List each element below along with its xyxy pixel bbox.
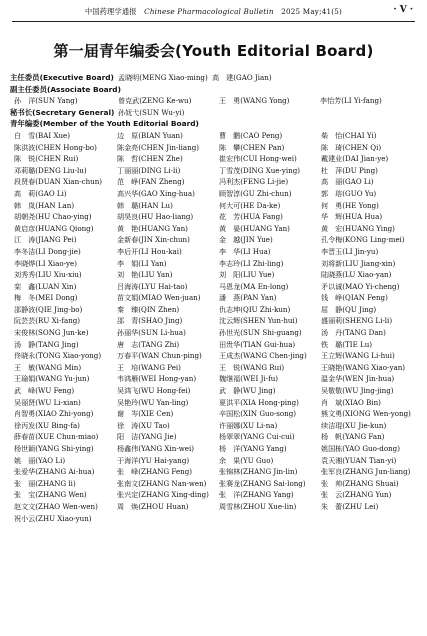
member-name: 田贵华(TIAN Gui-hua) [219,339,296,349]
member-name: 杨 帆(YANG Fan) [321,432,385,442]
member-name: 张爱华(ZHANG Ai-hua) [14,467,95,477]
member-name: 刘将新(LIU Jiang-xin) [321,258,396,268]
member-name: 辛国松(XIN Guo-song) [219,409,297,419]
member-name: 沈云辉(SHEN Yun-hui) [219,316,298,326]
member-row [14,362,424,374]
member-name: 武 静(WU Jing) [219,386,276,396]
member-name: 栾 鑫(LUAN Xin) [14,281,77,291]
member-name: 邵静波(QIE Jing-bo) [14,304,83,314]
member-name: 邵 青(SHAO Jing) [117,316,183,326]
chair-name: 高 建(GAO Jian) [212,73,272,82]
member-row [14,188,424,200]
member-name: 熊文勇(XIONG Wen-yong) [321,409,411,419]
member-name: 王 锐(WANG Rui) [219,362,285,372]
member-name: 陈 攀(CHEN Pan) [219,142,285,152]
member-name: 于海洋(YU Hai-yang) [117,455,190,465]
member-name: 张南文(ZHANG Nan-wen) [117,478,207,488]
member-name: 范 峥(FAN Zheng) [117,177,185,187]
member-name: 袁天湘(YUAN Tian-yi) [321,455,397,465]
member-name: 杨 洋(YANG Yang) [219,444,287,453]
member-name: 冯利杰(FENG Li-jie) [219,177,289,187]
chair-label: 主任委员(Executive Board) [10,73,114,82]
member-row [14,385,424,397]
member-name: 李志玲(LI Zhi-ling) [219,258,284,268]
member-name: 柴 怡(CHAI Yi) [321,130,377,140]
member-name: 梅 冬(MEI Dong) [14,293,78,303]
member-row [14,165,424,177]
member-name: 何 勇(HE Yong) [321,200,379,210]
member-row [14,304,424,316]
member-row [14,408,424,420]
member-row [14,478,424,490]
member-row [14,455,424,467]
member-name: 李冬洁(LI Dong-jie) [14,246,81,256]
member-row [14,234,424,246]
member-name: 陈 琦(CHEN Qi) [321,142,382,152]
member-name: 金 越(JIN Yue) [219,235,273,245]
board-list [10,72,424,524]
member-name: 阳 洁(YANG Jie) [117,432,177,442]
header-rule [12,21,415,22]
member-name: 杨翠翠(YANG Cui-cui) [219,432,295,442]
member-name: 黄 宏(HUANG Ying) [321,223,395,233]
member-row [14,397,424,409]
member-name: 王 培(WANG Pei) [117,362,181,372]
member-name: 孙丽华(SUN Li-hua) [117,328,186,338]
secretary-row [10,107,424,119]
member-row [14,315,424,327]
member-name: 孙世光(SUN Shi-guang) [219,328,302,338]
member-name: 张 帅(ZHANG Shuai) [321,478,399,488]
members-table [14,130,424,524]
member-name: 夏洪平(XIA Hong-ping) [219,397,299,407]
member-name: 李后开(LI Hou-kai) [117,246,182,256]
member-name: 刘 阳(LIU Yue) [219,270,275,280]
member-name: 吴敬敬(WU Jing-jing) [321,386,394,396]
member-name: 汤 静(TANG Jing) [14,339,79,349]
member-name: 黄启彦(HUANG Qiong) [14,223,94,233]
member-name: 胡朝尧(HU Chao-ying) [14,212,92,222]
member-name: 韩 岚(HAN Lan) [14,200,75,210]
member-name: 邓莉璐(DENG Liu-lu) [14,165,87,175]
member-name: 陆晓燕(LU Xiao-yan) [321,270,392,280]
member-name: 高 丽(GAO Li) [321,177,374,187]
member-name: 钱 峥(QIAN Feng) [321,293,388,303]
member-name: 姚国栋(YAO Guo-dong) [321,444,400,453]
member-name: 江 涛(JIANG Pei) [14,235,77,245]
member-name: 高兴华(GAO Xing-hua) [117,188,195,198]
member-row [14,153,424,165]
member-row [14,269,424,281]
member-row [14,489,424,501]
vice-chair-name: 曾克武(ZENG Ke-wu) [118,96,192,106]
member-name: 胡昊良(HU Hao-liang) [117,212,194,222]
member-name: 肖智勇(XIAO Zhi-yong) [14,409,94,419]
member-name: 韦鸿雁(WEI Hong-yan) [117,374,197,384]
member-name: 张 丽(ZHANG li) [14,478,76,488]
member-name: 肖 斌(XIAO Bin) [321,397,381,407]
vice-chair-label-row [10,84,424,96]
page-header [0,0,427,22]
journal-title-cn: 中国药理学通报 [84,7,137,16]
member-row [14,281,424,293]
secretary-name: 孙妩弋(SUN Wu-yi) [118,107,185,117]
member-row [14,223,424,235]
member-name: 陈金亮(CHEN Jin-liang) [117,142,200,152]
member-name: 黄 晏(HUANG Yan) [219,223,290,233]
member-name: 白 雪(BAI Xue) [14,130,71,140]
member-name: 张 峰(ZHANG Feng) [117,467,193,477]
member-name: 魏继福(WEI Ji-fu) [219,374,279,384]
member-row [14,292,424,304]
member-row [14,200,424,212]
member-name: 李晋玉(LI Jin-yu) [321,246,379,256]
member-row [14,501,424,513]
member-name: 丁雪茂(DING Xue-ying) [219,165,301,175]
member-name: 续洁琨(XU Jie-kun) [321,420,387,430]
member-name: 段贤春(DUAN Xian-chun) [14,177,103,187]
member-name: 陈洪波(CHEN Hong-bo) [14,142,97,152]
member-name: 武 峰(WU Feng) [14,386,75,396]
member-name: 黄 艳(HUANG Yan) [117,223,188,233]
member-name: 温金华(WEN Jin-hua) [321,374,395,384]
member-name: 王 敏(WANG Min) [14,362,82,372]
member-name: 崔宏伟(CUI Hong-wei) [219,154,297,164]
member-name: 王成杰(WANG Chen-jing) [219,351,307,361]
member-name: 张军良(ZHANG Jun-liang) [321,467,411,477]
member-name: 何大可(HE Da-ke) [219,200,281,210]
member-name: 秦 臻(QIN Zhen) [117,304,180,314]
member-name: 刘 艳(LIU Yan) [117,270,173,280]
member-name: 马恩龙(MA En-long) [219,281,289,291]
member-name: 韩 璐(HAN Lu) [117,200,173,210]
member-name: 矛以诚(MAO Yi-cheng) [321,281,400,291]
member-name: 张 云(ZHANG Yun) [321,490,392,500]
chair-name: 孟晓明(MENG Xiao-ming) [118,73,208,82]
member-name: 张兴定(ZHANG Xing-ding) [117,490,209,500]
member-name: 周雪林(ZHOU Xue-lin) [219,501,297,511]
member-name: 吴鸿飞(WU Hong-fei) [117,386,191,396]
secretary-label: 秘书长(Secretary General) [10,107,115,117]
member-name: 苗文娟(MIAO Wen-juan) [117,293,201,303]
member-row [14,443,424,455]
member-name: 杨世颖(YANG Shi-ying) [14,444,94,453]
member-name: 余 果(YU Guo) [219,455,274,465]
member-name: 张赛龙(ZHANG Sai-long) [219,478,306,488]
member-row [14,420,424,432]
member-name: 曹 鹏(CAO Peng) [219,130,283,140]
issue-info: 2025 May;41(5) [281,7,343,16]
member-row [14,246,424,258]
member-name: 徐 涛(XU Tao) [117,420,170,430]
member-name: 屈 静(QU Jing) [321,304,377,314]
member-name: 仇志坤(QIU Zhi-kun) [219,304,291,314]
member-name: 王瑜娟(WANG Yu-jun) [14,374,90,384]
member-name: 佟晓永(TONG Xiao-yong) [14,351,102,361]
member-name: 祝小云(ZHU Xiao-yun) [14,513,92,523]
member-name: 王晓艳(WANG Xiao-yan) [321,362,406,372]
member-name: 丁丽丽(DING Li-li) [117,165,181,175]
members-label: 青年编委(Member of the Youth Editorial Board) [10,119,199,129]
member-name: 吕海涛(LYU Hai-tao) [117,281,188,291]
member-row [14,176,424,188]
member-name: 潘 燕(PAN Yan) [219,293,277,303]
members-label-row [10,118,424,130]
vice-chair-name: 孙 洋(SUN Yang) [14,96,78,106]
member-name: 张 宝(ZHANG Wen) [14,490,87,500]
vice-chair-label: 副主任委员(Associate Board) [10,84,121,94]
vice-chair-row [14,95,424,107]
member-row [14,339,424,351]
member-name: 张 洋(ZHANG Yang) [219,490,294,500]
vice-chair-name: 李怡芳(LI Yi-fang) [320,96,382,106]
member-name: 张锦林(ZHANG Jin-lin) [219,467,298,477]
member-name: 陈 锐(CHEN Rui) [14,154,79,164]
member-name: 刘秀秀(LIU Xiu-xiu) [14,270,82,280]
member-name: 谢 岑(XIE Cen) [117,409,174,419]
member-name: 杨鑫伟(YANG Xin-wei) [117,444,195,453]
member-name: 李晓烨(LI Xiao-ye) [14,258,78,268]
member-name: 唐 志(TANG Zhi) [117,339,180,349]
vice-chair-name: 王 勇(WANG Yong) [219,96,290,106]
member-name: 边 原(BIAN Yuan) [117,130,183,140]
member-name: 杜 萍(DU Ping) [321,165,378,175]
member-row [14,373,424,385]
member-name: 朱 蕾(ZHU Lei) [321,501,379,511]
page-number: · V · [393,5,413,15]
member-name: 李 娟(LI Yan) [117,258,167,268]
member-row [14,258,424,270]
member-name: 金新春(JIN Xin-chun) [117,235,190,245]
journal-title-en: Chinese Pharmacological Bulletin [144,7,274,16]
member-name: 戴建业(DAI Jian-ye) [321,154,389,164]
journal-line [0,7,427,17]
member-name: 万春平(WAN Chun-ping) [117,351,202,361]
member-row [14,142,424,154]
member-name: 周 焕(ZHOU Huan) [117,501,189,511]
member-name: 华 辉(HUA Hua) [321,212,383,222]
member-row [14,466,424,478]
member-name: 汤 丹(TANG Dan) [321,328,386,338]
member-name: 陈 哲(CHEN Zhe) [117,154,183,164]
member-name: 高 莉(GAO Li) [14,188,67,198]
member-name: 孔令梅(KONG Ling-mei) [321,235,405,245]
page-title: 第一届青年编委会(Youth Editorial Board) [53,42,374,60]
member-row [14,211,424,223]
member-name: 吴丽贤(WU Li-xian) [14,397,81,407]
member-row [14,327,424,339]
member-name: 宋俊林(SONG Jun-ke) [14,328,89,338]
member-name: 郭 瑢(GUO Yu) [321,188,377,198]
member-name: 李 华(LI Hua) [219,246,271,256]
member-row [14,431,424,443]
member-name: 薛春苗(XUE Chun-miao) [14,432,99,442]
member-row [14,130,424,142]
member-name: 铁 璐(TIE Lu) [321,339,373,349]
member-name: 许丽娜(XU Li-na) [219,420,278,430]
member-name: 徐丙发(XU Bing-fa) [14,420,80,430]
member-name: 姚 丽(YAO Li) [14,455,66,465]
member-name: 花 芳(HUA Fang) [219,212,283,222]
member-name: 盛丽莉(SHENG Li-li) [321,316,393,326]
chair-row [14,72,424,84]
member-name: 赵文文(ZHAO Wen-wen) [14,501,98,511]
member-name: 王立辉(WANG Li-hui) [321,351,395,361]
member-name: 阮芸芸(RU Xi-fang) [14,316,81,326]
member-name: 顾智淳(GU Zhi-chun) [219,188,292,198]
member-row [14,513,424,525]
member-name: 吴艳玲(WU Yan-ling) [117,397,189,407]
member-row [14,350,424,362]
